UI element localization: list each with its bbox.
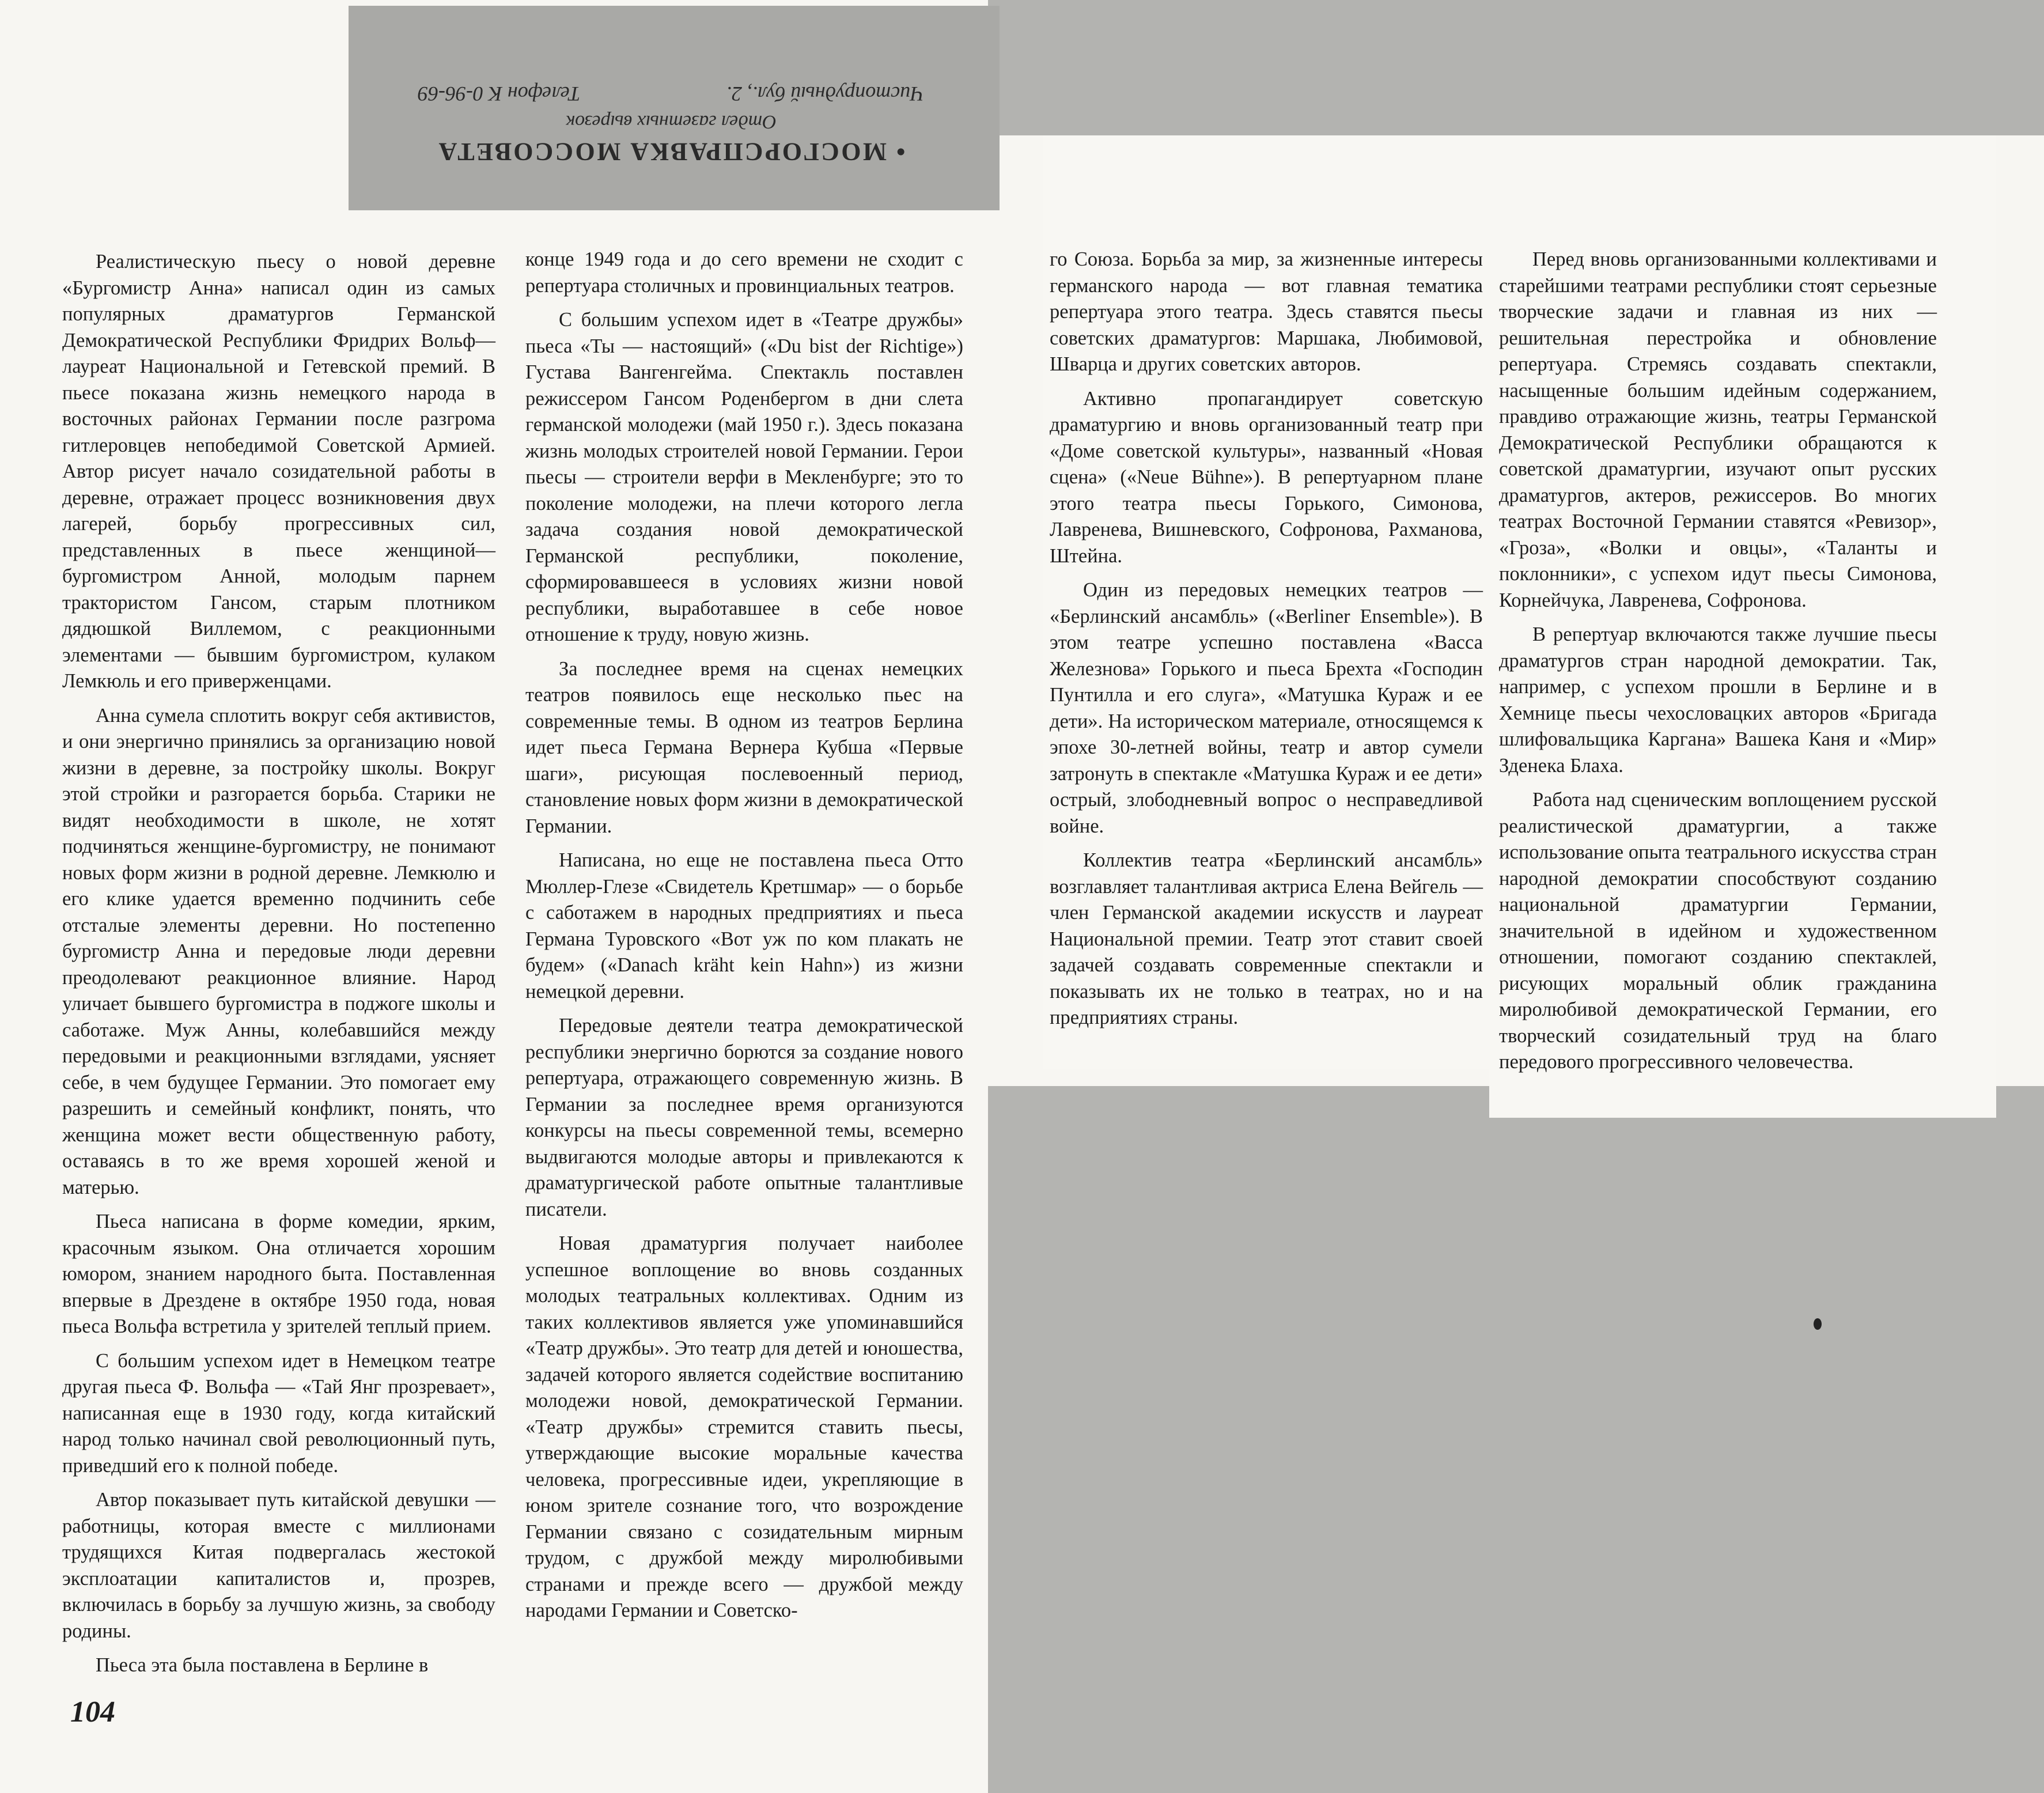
article-column-4 — [1499, 247, 1937, 1084]
paragraph: Реалистическую пьесу о новой деревне «Бургомистр Анна» написал один из самых популярных драматургов Германской Демократической Республики Фридрих Вольф— лауреат Национальной и Гетевской премий. В пьесе показана жизнь немецкого народа в восточных районах Германии после разгрома гитлеровцев непобедимой Советской Армией. Автор рисует начало созидательной работы в деревне, отражает процесс возникновения двух лагерей, борьбу прогрессивных сил, представленных в пьесе женщиной— бургомистром Анной, молодым парнем трактористом Гансом, старым плотником дядюшкой Виллемом, с реакционными элементами — бывшим бургомистром, кулаком Лемкюль и его приверженцами. — [62, 251, 495, 692]
stamp-text-block — [372, 23, 971, 170]
paragraph: Пьеса эта была поставлена в Берлине в — [96, 1654, 429, 1676]
paragraph: За последнее время на сценах немецких театров появилось еще несколько пьес на современные темы. В одном из театров Берлина идет пьеса Германа Вернера Кубша «Первые шаги», рисующая послевоенный период, становление новых форм жизни в демократической Германии. — [525, 657, 963, 837]
ink-spot — [1814, 1318, 1822, 1330]
paragraph: Коллектив театра «Берлинский ансамбль» возглавляет талантливая актриса Елена Вейгель — член Германской академии искусств и лауреат Национальной премии. Театр этот ставит своей задачей создавать современные спектакли и показывать их не только в театрах, но и на предприятиях страны. — [1050, 849, 1483, 1028]
article-column-1 — [62, 249, 495, 1687]
paragraph: Пьеса написана в форме комедии, ярким, красочным языком. Она отличается хорошим юмором, знанием народного быта. Поставленная впервые в Дрездене в октябре 1950 года, новая пьеса Вольфа встретила у зрителей теплый прием. — [62, 1211, 495, 1337]
paragraph: конце 1949 года и до сего времени не сходит с репертуара столичных и провинциальных театров. — [525, 248, 963, 297]
paragraph: Написана, но еще не поставлена пьеса Отто Мюллер-Глезе «Свидетель Кретшмар» — о борьбе с саботажем в народных предприятиях и пьеса Германа Туровского «Вот уж по ком плакать не будем» («Danach kräht kein Hahn») из жизни немецкой деревни. — [525, 849, 963, 1003]
archive-stamp — [349, 6, 1000, 210]
stamp-title: • МОСГОРСПРАВКА МОССОВЕТА — [437, 138, 906, 166]
background-strip-top — [988, 0, 2044, 135]
paragraph: Работа над сценическим воплощением русской реалистической драматургии, а также использование опыта театрального искусства стран народной демократии способствуют созданию национальной драматургии Германии, значительной в идейном и художественном отношении, помогают созданию спектаклей, рисующих моральный облик гражданина миролюбивой демократической Германии, его творческий созидательный труд на благо передового прогрессивного человечества. — [1499, 789, 1937, 1073]
paragraph: Один из передовых немецких театров — «Берлинский ансамбль» («Berliner Ensemble»). В этом театре успешно поставлена «Васса Железнова» Горького и пьеса Брехта «Господин Пунтилла и его слуга», «Матушка Кураж и ее дети». На историческом материале, относящемся к эпохе 30-летней войны, театр и автор сумели затронуть в спектакле «Матушка Кураж и ее дети» острый, злободневный вопрос о несправедливой войне. — [1050, 579, 1483, 837]
stamp-phone: Телефон К 0-96-69 — [418, 82, 581, 105]
stamp-address: Чистопрудный бул., 2. — [726, 82, 925, 105]
stamp-contacts — [372, 82, 971, 106]
paragraph: Передовые деятели театра демократической республики энергично борются за создание нового репертуара, отражающего современную жизнь. В Германии за последнее время организуются конкурсы на пьесы современной темы, всемерно выдвигаются молодые авторы и привлекаются к драматургической работе опытные талантливые писатели. — [525, 1015, 963, 1220]
stamp-subtitle: Отдел газетных вырезок — [566, 111, 777, 133]
article-column-3 — [1050, 247, 1483, 1039]
paragraph: С большим успехом идет в «Театре дружбы» пьеса «Ты — настоящий» («Du bist der Richtige») Густава Вангенгейма. Спектакль поставлен режиссером Гансом Роденбергом в дни слета германской молодежи (май 1950 г.). Здесь показана жизнь молодых строителей новой Германии. Герои пьесы — строители верфи в Мекленбурге; это то поколение молодежи, на плечи которого легла задача создания новой демократической Германской республики, поколение, сформировавшееся в условиях жизни новой республики, выработавшее в себе новое отношение к труду, новую жизнь. — [525, 309, 963, 645]
paragraph: Автор показывает путь китайской девушки — работницы, которая вместе с миллионами трудящихся Китая подвергалась жестокой эксплоатации капиталистов и, прозрев, включилась в борьбу за лучшую жизнь, за свободу родины. — [62, 1489, 495, 1642]
paragraph: Новая драматургия получает наиболее успешное воплощение во вновь созданных молодых театральных коллективах. Одним из таких коллективов является уже упоминавшийся «Театр дружбы». Это театр для детей и юношества, задачей которого является содействие воспитанию молодежи новой, демократической Германии. «Театр дружбы» стремится ставить пьесы, утверждающие высокие моральные качества человека, прогрессивные идеи, укрепляющие в юном зрителе сознание того, что возрождение Германии связано с созидательным мирным трудом, с дружбой между миролюбивыми странами и прежде всего — дружбой между народами Германии и Советско- — [525, 1232, 963, 1621]
paragraph: Активно пропагандирует советскую драматургию и вновь организованный театр при «Доме советской культуры», названный «Новая сцена» («Neue Bühne»). В репертуарном плане этого театра пьесы Горького, Симонова, Лавренева, Вишневского, Софронова, Рахманова, Штейна. — [1050, 387, 1483, 567]
page-number: 104 — [70, 1696, 115, 1728]
paragraph: го Союза. Борьба за мир, за жизненные интересы германского народа — вот главная тематика репертуара этого театра. Здесь ставятся пьесы советских драматургов: Маршака, Любимовой, Шварца и других советских авторов. — [1050, 248, 1483, 375]
article-column-2 — [525, 247, 963, 1632]
background-strip-bottom — [988, 1086, 2044, 1793]
paragraph: Анна сумела сплотить вокруг себя активистов, и они энергично принялись за организацию новой жизни в деревне, за постройку школы. Вокруг этой стройки и разгорается борьба. Старики не видят необходимости в школе, не хотят подчиняться женщине-бургомистру, не понимают новых форм жизни в родной деревне. Лемкюлю и его клике удается временно подчинить себе отсталые элементы деревни. Но постепенно бургомистр Анна и передовые люди деревни преодолевают реакционное влияние. Народ уличает бывшего бургомистра в поджоге школы и саботаже. Муж Анны, колебавшийся между передовыми и реакционными взглядами, уясняет себе, в чем будущее Германии. Это помогает ему разрешить и семейный конфликт, понять, что женщина может вести общественную работу, оставаясь в то же время хорошей женой и матерью. — [62, 704, 495, 1198]
paragraph: В репертуар включаются также лучшие пьесы драматургов стран народной демократии. Так, например, с успехом прошли в Берлине и в Хемнице пьесы чехословацких авторов «Бригада шлифовальщика Каргана» Вашека Каня и «Мир» Зденека Блаха. — [1499, 623, 1937, 777]
paragraph: Перед вновь организованными коллективами и старейшими театрами республики стоят серьезные творческие задачи и главная из них — решительная перестройка и обновление репертуара. Стремясь создавать спектакли, насыщенные большим идейным содержанием, правдиво отражающие жизнь, театры Германской Демократической Республики обращаются к советской драматургии, изучают опыт русских драматургов, актеров, режиссеров. Во многих театрах Восточной Германии ставятся «Ревизор», «Гроза», «Волки и овцы», «Таланты и поклонники», с успехом идут пьесы Симонова, Корнейчука, Лавренева, Софронова. — [1499, 248, 1937, 611]
paragraph: С большим успехом идет в Немецком театре другая пьеса Ф. Вольфа — «Тай Янг прозревает», написанная еще в 1930 году, когда китайский народ только начинал свой революционный путь, приведший его к полной победе. — [62, 1349, 495, 1477]
